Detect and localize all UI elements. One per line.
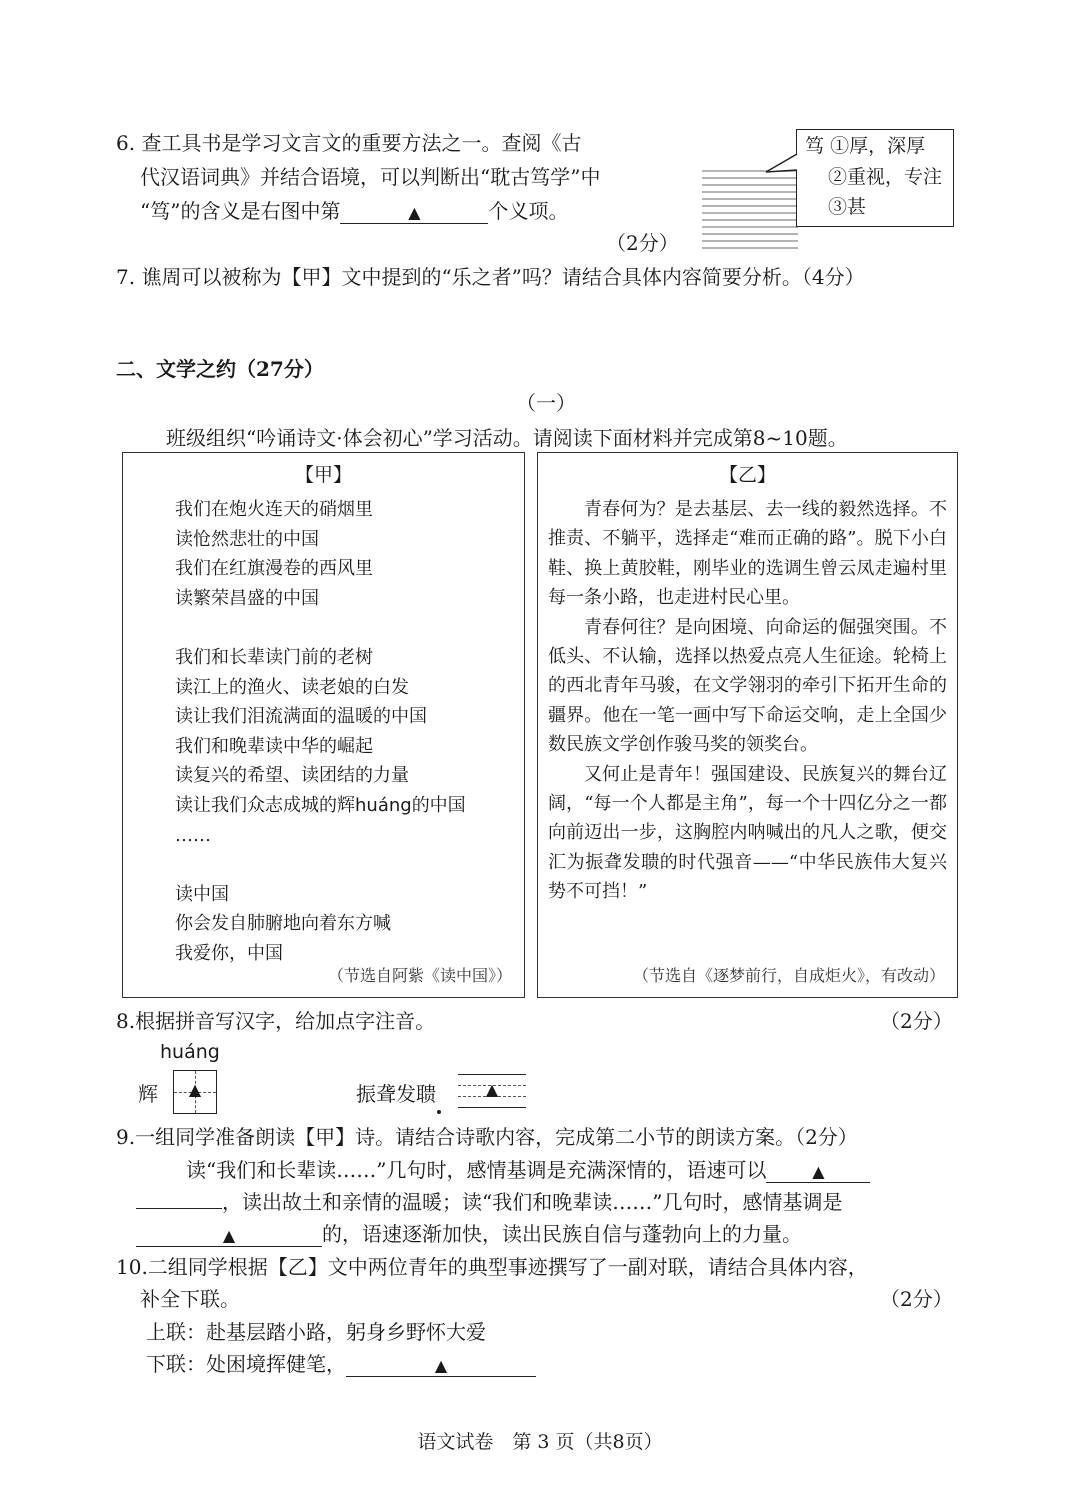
q10-text2: 补全下联。 — [140, 1287, 240, 1311]
panel-yi-title: 【乙】 — [718, 464, 776, 486]
poem-line: 读让我们泪流满面的温暖的中国 — [175, 706, 427, 728]
pinyin-huang: huáng — [355, 794, 412, 816]
poem-jia — [175, 495, 466, 969]
panel-jia-title: 【甲】 — [294, 464, 352, 486]
q9-text: 9.一组同学准备朗读【甲】诗。请结合诗歌内容，完成第二小节的朗读方案。（2分） — [116, 1125, 858, 1149]
q8-word: 振聋发聩 — [356, 1082, 436, 1106]
q6-line3-post: 个义项。 — [488, 199, 569, 223]
q8-pinyin: huáng — [160, 1041, 220, 1063]
q10-answer-blank[interactable] — [346, 1354, 536, 1377]
panel-yi — [537, 452, 958, 998]
section2-subtitle: （一） — [516, 391, 576, 415]
poem-line: …… — [175, 824, 211, 846]
q9-line2-pre: 读“我们和长辈读……”几句时，感情基调是充满深情的，语速可以 — [186, 1158, 767, 1182]
section2-intro: 班级组织“吟诵诗文·体会初心”学习活动。请阅读下面材料并完成第8~10题。 — [166, 426, 848, 450]
emphasis-dot-icon — [437, 1110, 441, 1114]
poem-line-pinyin — [175, 791, 466, 821]
q10-score: （2分） — [880, 1287, 953, 1311]
poem-line: 我们和长辈读门前的老树 — [175, 646, 373, 668]
poem-line-head: 读让我们众志成城的辉 — [175, 794, 355, 816]
panel-jia — [122, 452, 525, 998]
poem-line: 我们和晚辈读中华的崛起 — [175, 735, 373, 757]
q6-answer-blank[interactable] — [340, 201, 488, 224]
q9-line4-post: 的，语速逐渐加快，读出民族自信与蓬勃向上的力量。 — [322, 1222, 802, 1246]
panel-jia-source: （节选自阿紫《读中国》） — [327, 966, 512, 985]
callout-pointer — [760, 150, 800, 180]
poem-line: 读中国 — [175, 883, 229, 905]
prose-paragraph: 又何止是青年！强国建设、民族复兴的舞台辽阔，“每一个人都是主角”，每一个十四亿分之一都向前迈出一步，这胸腔内呐喊出的凡人之歌，便交汇为振聋发聩的时代强音——“中华民族伟大复兴势不可挡！” — [548, 763, 947, 903]
poem-line: 你会发自肺腑地向着东方喊 — [175, 913, 391, 935]
panel-yi-source: （节选自《逐梦前行，自成炬火》，有改动） — [632, 966, 945, 985]
poem-line: 我们在炮火连天的硝烟里 — [175, 499, 373, 520]
dict-sense-1 — [805, 133, 925, 159]
q8-score: （2分） — [880, 1009, 953, 1033]
poem-line: 读江上的渔火、读老娘的白发 — [175, 676, 409, 698]
dict-sense-2: ②重视，专注 — [828, 166, 943, 188]
q9-blank-2[interactable] — [136, 1224, 322, 1247]
page-footer: 语文试卷 第 3 页（共8页） — [417, 1431, 663, 1453]
q9-blank-1b[interactable] — [136, 1208, 222, 1209]
prose-yi — [548, 495, 947, 907]
q6-score: （2分） — [606, 231, 679, 255]
q6-line3 — [140, 197, 568, 225]
q8-pinyin-lines[interactable] — [458, 1074, 526, 1108]
blank-mark-icon: ▲ — [812, 1162, 825, 1181]
prose-paragraph: 青春何为？是去基层、去一线的毅然选择。不推责、不躺平，选择走“难而正确的路”。脱下小白鞋、换上黄胶鞋，刚毕业的选调生曾云凤走遍村里每一条小路，也走进村民心里。 — [548, 499, 947, 609]
q6-line1: 6. 查工具书是学习文言文的重要方法之一。查阅《古 — [116, 131, 582, 155]
couplet-upper: 上联：赴基层踏小路，躬身乡野怀大爱 — [146, 1320, 486, 1344]
blank-mark-icon: ▲ — [222, 1226, 236, 1245]
poem-line — [175, 613, 466, 643]
q10-text: 10.二组同学根据【乙】文中两位青年的典型事迹撰写了一副对联，请结合具体内容， — [116, 1255, 868, 1279]
couplet-lower-pre: 下联：处困境挥健笔， — [146, 1352, 346, 1376]
poem-line: 我们在红旗漫卷的西风里 — [175, 558, 373, 580]
q9-blank-1a[interactable] — [766, 1160, 870, 1183]
q6-line2: 代汉语词典》并结合语境，可以判断出“耽古笃学”中 — [140, 165, 601, 189]
q8-text: 8.根据拼音写汉字，给加点字注音。 — [116, 1009, 436, 1033]
blank-mark-icon: ▲ — [485, 1080, 499, 1099]
q8-char-label: 辉 — [138, 1082, 158, 1106]
poem-line: 我爱你，中国 — [175, 942, 283, 964]
poem-line: 读复兴的希望、读团结的力量 — [175, 765, 409, 787]
section2-title: 二、文学之约（27分） — [116, 357, 324, 381]
blank-mark-icon: ▲ — [434, 1356, 448, 1375]
dict-head-char: 笃 — [805, 135, 825, 157]
poem-line — [175, 850, 466, 880]
poem-line: 读怆然悲壮的中国 — [175, 528, 319, 550]
q8-tianzi-grid[interactable] — [173, 1070, 217, 1114]
blank-mark-icon: ▲ — [408, 203, 421, 222]
q9-line3 — [136, 1188, 842, 1216]
poem-line-tail: 的中国 — [411, 794, 466, 816]
couplet-lower — [146, 1350, 536, 1378]
dictionary-sense-box — [796, 129, 954, 227]
blank-mark-icon: ▲ — [188, 1080, 202, 1099]
q9-line3-post: ，读出故土和亲情的温暖；读“我们和晚辈读……”几句时，感情基调是 — [222, 1190, 843, 1214]
poem-line: 读繁荣昌盛的中国 — [175, 587, 319, 609]
dict-sense-3: ③甚 — [828, 196, 867, 218]
q6-line3-pre: “笃”的含义是右图中第 — [140, 199, 341, 223]
q7-text: 7. 谯周可以被称为【甲】文中提到的“乐之者”吗？请结合具体内容简要分析。（4分） — [116, 265, 865, 289]
q9-line2 — [186, 1156, 870, 1184]
prose-paragraph: 青春何往？是向困境、向命运的倔强突围。不低头、不认输，选择以热爱点亮人生征途。轮椅上的西北青年马骏，在文学翎羽的牵引下拓开生命的疆界。他在一笔一画中写下命运交响，走上全国少数民族文学创作骏马奖的领奖台。 — [548, 616, 947, 756]
q9-line4 — [136, 1220, 802, 1248]
dict-sense-1-text: ①厚，深厚 — [830, 135, 926, 157]
